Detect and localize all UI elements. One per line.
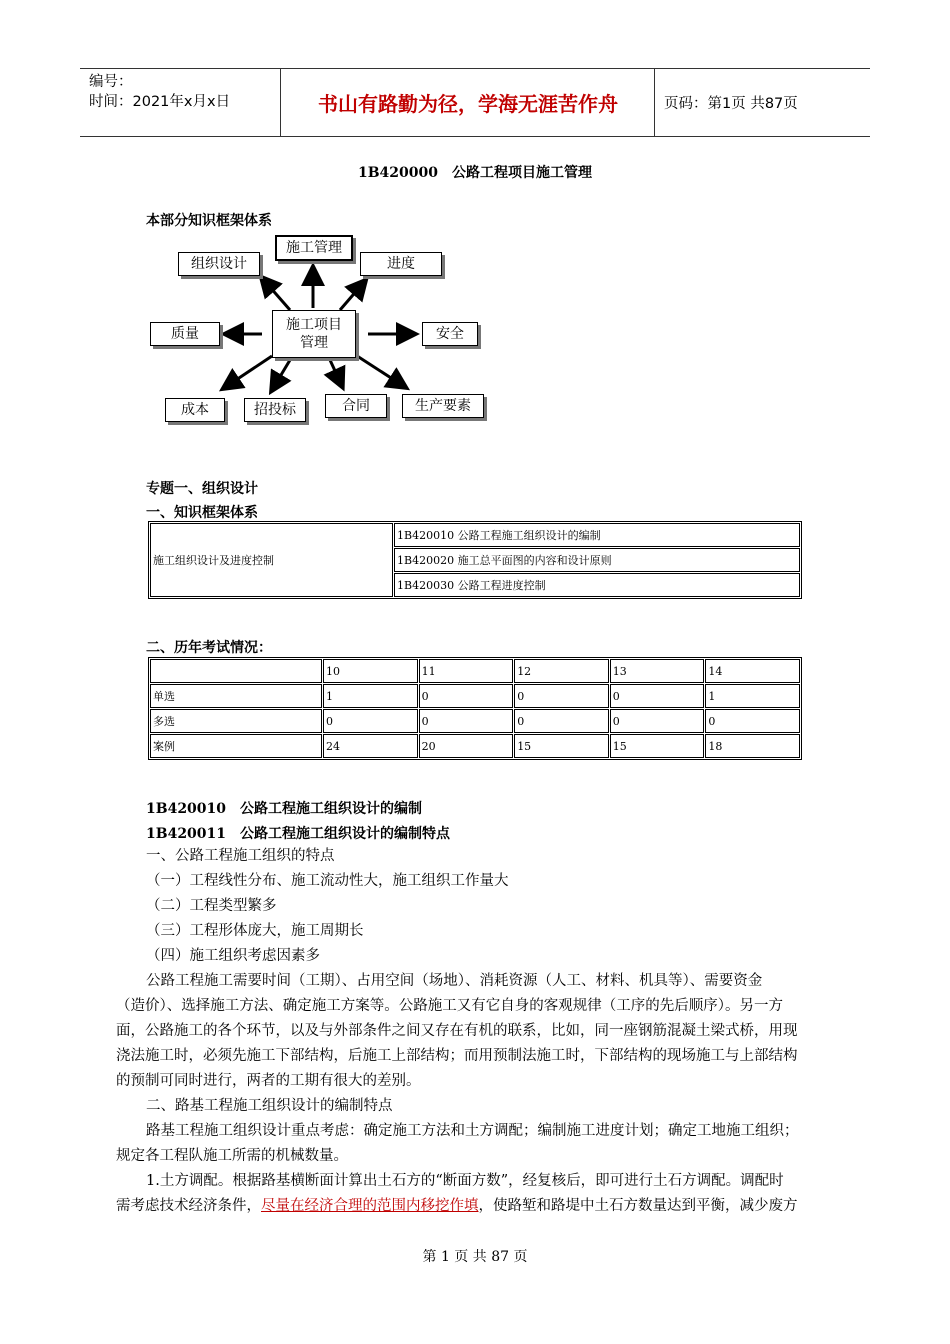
table-header-year: 13 bbox=[610, 659, 705, 683]
node-bottom3: 合同 bbox=[325, 394, 387, 418]
table-cell: 0 bbox=[323, 709, 418, 733]
body-line: 需考虑技术经济条件，尽量在经济合理的范围内移挖作填，使路堑和路堤中土石方数量达到平衡，减少废方 bbox=[116, 1198, 798, 1214]
table-cell: 24 bbox=[323, 734, 418, 758]
table-cell: 0 bbox=[419, 709, 514, 733]
arrow-top-right bbox=[340, 281, 365, 310]
node-bottom2: 招投标 bbox=[244, 398, 306, 422]
knowledge-item: 1B420020 施工总平面图的内容和设计原则 bbox=[394, 548, 800, 572]
exam-table bbox=[148, 657, 802, 760]
node-left: 质量 bbox=[150, 322, 220, 346]
header-time: 时间：2021年x月x日 bbox=[89, 94, 231, 110]
topic1-heading: 专题一、组织设计 bbox=[146, 481, 258, 497]
body-line: （四）施工组织考虑因素多 bbox=[146, 948, 320, 964]
body-line: （三）工程形体庞大，施工周期长 bbox=[146, 923, 364, 939]
header-motto: 书山有路勤为径，学海无涯苦作舟 bbox=[282, 69, 655, 136]
arrow-bottom2 bbox=[272, 360, 290, 390]
sub2-heading: 二、历年考试情况： bbox=[146, 640, 272, 656]
table-cell: 0 bbox=[419, 684, 514, 708]
body-line: 面，公路施工的各个环节，以及与外部条件之间又存在有机的联系，比如，同一座钢筋混凝土梁式桥，用现 bbox=[116, 1023, 798, 1039]
body-line: （二）工程类型繁多 bbox=[146, 898, 277, 914]
knowledge-item: 1B420030 公路工程进度控制 bbox=[394, 573, 800, 597]
framework-diagram bbox=[0, 0, 950, 440]
table-cell: 1 bbox=[323, 684, 418, 708]
arrow-bottom3 bbox=[330, 360, 342, 386]
table-row bbox=[150, 734, 800, 758]
arrow-bottom4 bbox=[354, 354, 405, 387]
table-header-year: 10 bbox=[323, 659, 418, 683]
body-line: 一、公路工程施工组织的特点 bbox=[146, 848, 335, 864]
body-line: 浇法施工时，必须先施工下部结构，后施工上部结构；而用预制法施工时，下部结构的现场施工与上部结构 bbox=[116, 1048, 798, 1064]
framework-heading: 本部分知识框架体系 bbox=[146, 213, 272, 229]
body-line: （一）工程线性分布、施工流动性大，施工组织工作量大 bbox=[146, 873, 509, 889]
body-line: 公路工程施工需要时间（工期）、占用空间（场地）、消耗资源（人工、材料、机具等）、需要资金 bbox=[146, 973, 763, 989]
paragraph-1 bbox=[116, 969, 836, 1219]
body-line: 1.土方调配。根据路基横断面计算出土石方的“断面方数”，经复核后，即可进行土石方调配。调配时 bbox=[146, 1173, 784, 1189]
body-line: 路基工程施工组织设计重点考虑：确定施工方法和土方调配；编制施工进度计划；确定工地施工组织； bbox=[146, 1123, 799, 1139]
table-header-year: 14 bbox=[705, 659, 800, 683]
node-top-right: 进度 bbox=[360, 252, 442, 276]
table-row bbox=[150, 709, 800, 733]
diagram-arrows bbox=[0, 0, 950, 440]
header-page: 页码：第1页 共87页 bbox=[664, 96, 798, 112]
arrow-top-left bbox=[262, 278, 290, 310]
knowledge-table-left: 施工组织设计及进度控制 bbox=[150, 523, 393, 597]
sub1-heading: 一、知识框架体系 bbox=[146, 505, 258, 521]
section-heading: 1B420010 公路工程施工组织设计的编制 bbox=[146, 801, 423, 817]
node-right: 安全 bbox=[422, 322, 478, 346]
body-line: 规定各工程队施工所需的机械数量。 bbox=[116, 1148, 348, 1164]
table-cell: 18 bbox=[705, 734, 800, 758]
table-header-year: 12 bbox=[514, 659, 609, 683]
node-bottom1: 成本 bbox=[165, 398, 225, 422]
node-center: 施工项目 管理 bbox=[272, 310, 356, 358]
table-cell: 20 bbox=[419, 734, 514, 758]
knowledge-item: 1B420010 公路工程施工组织设计的编制 bbox=[394, 523, 800, 547]
table-cell: 15 bbox=[610, 734, 705, 758]
body-line: （造价）、选择施工方法、确定施工方案等。公路施工又有它自身的客观规律（工序的先后顺序）。另一方 bbox=[116, 998, 783, 1014]
table-cell: 0 bbox=[705, 709, 800, 733]
node-top-left: 组织设计 bbox=[178, 252, 260, 276]
body-line: 的预制可同时进行，两者的工期有很大的差别。 bbox=[116, 1073, 421, 1089]
node-top: 施工管理 bbox=[275, 235, 353, 261]
table-cell: 0 bbox=[610, 684, 705, 708]
table-header-year: 11 bbox=[419, 659, 514, 683]
knowledge-table bbox=[148, 521, 802, 599]
body-text bbox=[146, 844, 836, 969]
node-bottom4: 生产要素 bbox=[402, 394, 484, 418]
table-row-label: 多选 bbox=[150, 709, 322, 733]
table-cell bbox=[150, 659, 322, 683]
table-cell: 0 bbox=[514, 709, 609, 733]
table-cell: 1 bbox=[705, 684, 800, 708]
header-number: 编号： bbox=[89, 74, 133, 90]
table-cell: 0 bbox=[514, 684, 609, 708]
highlight-link: 尽量在经济合理的范围内移挖作填 bbox=[261, 1198, 479, 1214]
arrow-bottom1 bbox=[224, 356, 272, 388]
body-line: 二、路基工程施工组织设计的编制特点 bbox=[146, 1098, 393, 1114]
page-footer: 第 1 页 共 87 页 bbox=[422, 1249, 528, 1265]
section-subheading: 1B420011 公路工程施工组织设计的编制特点 bbox=[146, 826, 451, 842]
doc-title: 1B420000 公路工程项目施工管理 bbox=[357, 165, 593, 181]
table-cell: 0 bbox=[610, 709, 705, 733]
table-row-label: 案例 bbox=[150, 734, 322, 758]
table-row-label: 单选 bbox=[150, 684, 322, 708]
table-row bbox=[150, 659, 800, 683]
table-row bbox=[150, 684, 800, 708]
table-cell: 15 bbox=[514, 734, 609, 758]
